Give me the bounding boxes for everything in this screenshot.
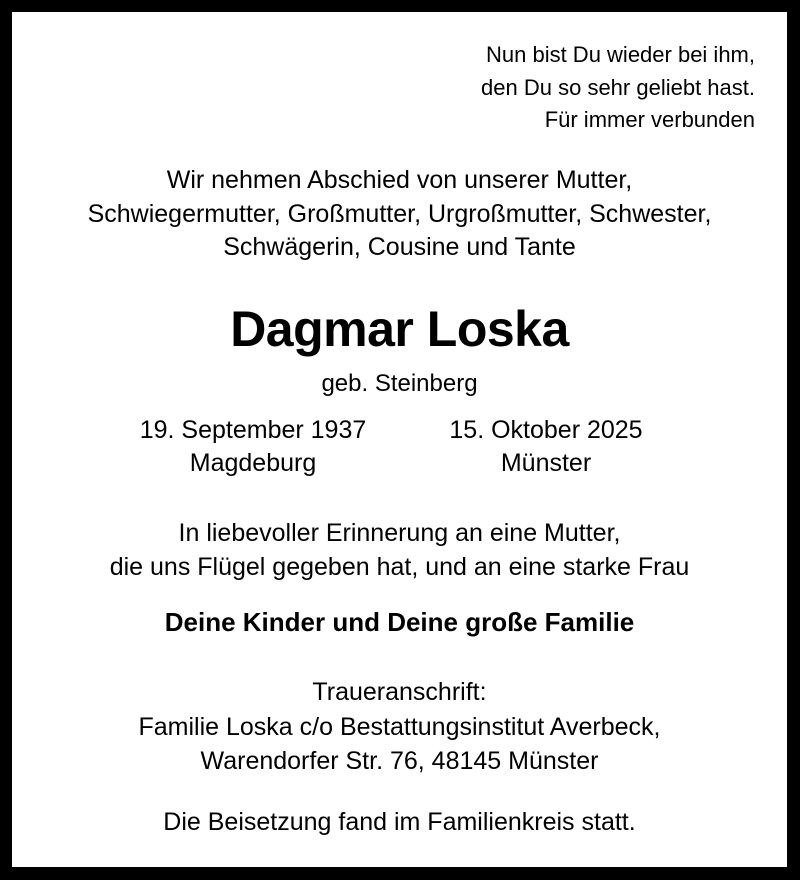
maiden-name: geb. Steinberg bbox=[321, 370, 478, 397]
birth-place: Magdeburg bbox=[189, 449, 317, 477]
death-date: 15. Oktober 2025 bbox=[449, 416, 643, 444]
burial-note: Die Beisetzung fand im Familienkreis statt. bbox=[163, 808, 636, 836]
birth-date: 19. September 1937 bbox=[139, 416, 367, 444]
intro-line-2: Schwiegermutter, Großmutter, Urgroßmutter, Schwester, bbox=[87, 200, 712, 228]
memory-line-2: die uns Flügel gegeben hat, und an eine starke Frau bbox=[109, 553, 690, 581]
intro-line-3: Schwägerin, Cousine und Tante bbox=[223, 233, 576, 261]
poem-line-1: Nun bist Du wieder bei ihm, bbox=[485, 42, 755, 67]
address-line-2: Warendorfer Str. 76, 48145 Münster bbox=[200, 747, 599, 775]
family-signature: Deine Kinder und Deine große Familie bbox=[164, 607, 635, 637]
deceased-name: Dagmar Loska bbox=[230, 301, 569, 357]
intro-line-1: Wir nehmen Abschied von unserer Mutter, bbox=[166, 166, 633, 194]
death-place: Münster bbox=[500, 449, 592, 477]
address-line-1: Familie Loska c/o Bestattungsinstitut Averbeck, bbox=[138, 713, 661, 741]
address-label: Traueranschrift: bbox=[312, 678, 487, 706]
poem-line-2: den Du so sehr geliebt hast. bbox=[481, 75, 755, 100]
poem-line-3: Für immer verbunden bbox=[544, 107, 755, 132]
memory-line-1: In liebevoller Erinnerung an eine Mutter, bbox=[178, 519, 621, 547]
